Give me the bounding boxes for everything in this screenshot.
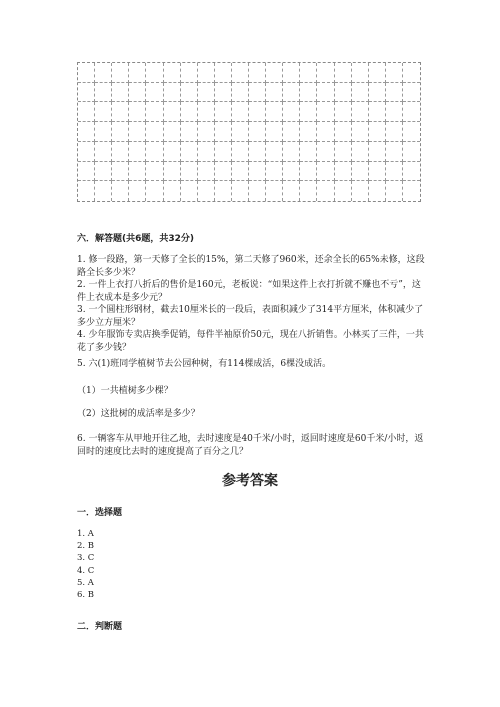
grid-cell: [129, 122, 146, 142]
grid-cell: [300, 181, 317, 201]
grid-cell: [283, 181, 300, 201]
grid-cell: [352, 181, 369, 201]
grid-cell: [164, 63, 181, 83]
grid-cell: [335, 122, 352, 142]
grid-cell: [266, 142, 283, 162]
grid-cell: [369, 162, 386, 182]
grid-cell: [78, 102, 95, 122]
grid-cell: [215, 122, 232, 142]
grid-cell: [403, 181, 420, 201]
grid-cell: [146, 83, 163, 103]
grid-cell: [146, 102, 163, 122]
grid-cell: [335, 102, 352, 122]
grid-cell: [300, 102, 317, 122]
grid-cell: [198, 122, 215, 142]
grid-cell: [129, 63, 146, 83]
grid-cell: [352, 63, 369, 83]
grid-cell: [403, 102, 420, 122]
grid-cell: [146, 142, 163, 162]
grid-cell: [249, 102, 266, 122]
section-2-answers-title: 二．判断题: [77, 622, 123, 632]
grid-cell: [317, 122, 334, 142]
grid-cell: [78, 181, 95, 201]
grid-cell: [112, 162, 129, 182]
grid-cell: [249, 83, 266, 103]
section-1-answers-title: 一．选择题: [77, 508, 123, 518]
grid-cell: [386, 83, 403, 103]
choice-answer-list: [77, 528, 94, 601]
grid-cell: [112, 63, 129, 83]
grid-cell: [181, 181, 198, 201]
grid-cell: [95, 181, 112, 201]
grid-cell: [317, 181, 334, 201]
grid-cell: [95, 63, 112, 83]
grid-cell: [146, 63, 163, 83]
grid-cell: [335, 142, 352, 162]
answer-key-title: 参考答案: [222, 473, 278, 489]
grid-cell: [266, 102, 283, 122]
grid-cell: [369, 181, 386, 201]
grid-cell: [215, 63, 232, 83]
grid-cell: [386, 162, 403, 182]
grid-cell: [95, 142, 112, 162]
grid-cell: [317, 63, 334, 83]
grid-cell: [335, 63, 352, 83]
grid-cell: [386, 122, 403, 142]
grid-cell: [283, 63, 300, 83]
grid-cell: [215, 102, 232, 122]
answer-item: 3. C: [77, 553, 95, 564]
grid-cell: [129, 142, 146, 162]
grid-cell: [352, 102, 369, 122]
grid-cell: [129, 162, 146, 182]
answer-item: 1. A: [77, 529, 94, 539]
grid-cell: [232, 63, 249, 83]
grid-cell: [352, 142, 369, 162]
question-4: 4. 少年服饰专卖店换季促销，每件半袖原价50元，现在八折销售。小林买了三件，一共花了多少钱？: [77, 330, 424, 353]
grid-cell: [198, 181, 215, 201]
answer-writing-grid: [77, 62, 421, 202]
question-2: 2. 一件上衣打八折后的售价是160元，老板说：“如果这件上衣打折就不赚也不亏”，这件上衣成本是多少元？: [77, 280, 421, 303]
grid-cell: [95, 83, 112, 103]
grid-cell: [369, 83, 386, 103]
grid-cell: [215, 162, 232, 182]
grid-cell: [300, 142, 317, 162]
grid-cell: [232, 181, 249, 201]
grid-cell: [352, 162, 369, 182]
grid-cell: [335, 181, 352, 201]
grid-cell: [266, 83, 283, 103]
grid-cell: [352, 122, 369, 142]
question-6: 6. 一辆客车从甲地开往乙地，去时速度是40千米/小时，返回时速度是60千米/小时，返回时的速度比去时的速度提高了百分之几？: [77, 434, 424, 457]
grid-cell: [283, 83, 300, 103]
grid-cell: [249, 63, 266, 83]
grid-cell: [300, 63, 317, 83]
grid-cell: [129, 83, 146, 103]
grid-cell: [215, 181, 232, 201]
grid-cell: [249, 142, 266, 162]
grid-cell: [317, 102, 334, 122]
grid-cell: [352, 83, 369, 103]
grid-cell: [317, 83, 334, 103]
grid-cell: [403, 162, 420, 182]
grid-cell: [283, 162, 300, 182]
grid-cell: [266, 181, 283, 201]
grid-cell: [164, 142, 181, 162]
grid-cell: [369, 142, 386, 162]
grid-cell: [249, 122, 266, 142]
grid-cell: [403, 122, 420, 142]
question-5-part-1: （1）一共植树多少棵？: [77, 386, 173, 396]
grid-cell: [164, 162, 181, 182]
grid-cell: [146, 181, 163, 201]
grid-cell: [95, 122, 112, 142]
grid-cell: [386, 102, 403, 122]
grid-cell: [266, 122, 283, 142]
grid-cell: [78, 162, 95, 182]
grid-cell: [386, 63, 403, 83]
grid-cell: [198, 142, 215, 162]
grid-cell: [386, 142, 403, 162]
question-5-part-2: （2）这批树的成活率是多少？: [77, 409, 200, 419]
grid-cell: [181, 162, 198, 182]
grid-cell: [164, 122, 181, 142]
grid-cell: [369, 63, 386, 83]
grid-cell: [232, 83, 249, 103]
grid-cell: [403, 142, 420, 162]
grid-cell: [215, 83, 232, 103]
answer-item: 5. A: [77, 577, 94, 588]
grid-cell: [283, 142, 300, 162]
grid-cell: [146, 162, 163, 182]
grid-cell: [283, 102, 300, 122]
grid-cell: [335, 83, 352, 103]
grid-cell: [181, 142, 198, 162]
question-1: 1. 修一段路，第一天修了全长的15%，第二天修了960米，还余全长的65%未修，这段路全长多少米？: [77, 255, 425, 278]
grid-cell: [198, 162, 215, 182]
question-3: 3. 一个圆柱形钢材，截去10厘米长的一段后，表面积减少了314平方厘米，体积减少了多少立方厘米？: [77, 305, 424, 328]
answer-item: 6. B: [77, 590, 95, 601]
grid-cell: [232, 102, 249, 122]
grid-cell: [164, 181, 181, 201]
grid-cell: [215, 142, 232, 162]
grid-cell: [198, 102, 215, 122]
grid-cell: [300, 83, 317, 103]
grid-cell: [266, 162, 283, 182]
answer-item: 2. B: [77, 541, 95, 552]
grid-cell: [181, 63, 198, 83]
grid-cell: [335, 162, 352, 182]
grid-cell: [403, 63, 420, 83]
question-5: 5. 六(1)班同学植树节去公园种树，有114棵成活，6棵没成活。: [77, 359, 332, 369]
grid-cell: [300, 122, 317, 142]
grid-cell: [164, 102, 181, 122]
grid-cell: [369, 102, 386, 122]
grid-cell: [181, 102, 198, 122]
grid-cell: [112, 122, 129, 142]
grid-cell: [112, 142, 129, 162]
grid-cell: [300, 162, 317, 182]
grid-cell: [181, 122, 198, 142]
grid-cell: [317, 142, 334, 162]
grid-cell: [95, 102, 112, 122]
grid-cell: [232, 142, 249, 162]
grid-cell: [249, 162, 266, 182]
grid-cell: [129, 102, 146, 122]
grid-cell: [129, 181, 146, 201]
grid-cell: [266, 63, 283, 83]
grid-cell: [112, 83, 129, 103]
grid-cell: [403, 83, 420, 103]
grid-cell: [232, 162, 249, 182]
grid-cell: [249, 181, 266, 201]
grid-cell: [198, 63, 215, 83]
grid-cell: [386, 181, 403, 201]
grid-cell: [78, 63, 95, 83]
grid-cell: [112, 181, 129, 201]
grid-cell: [95, 162, 112, 182]
grid-cell: [369, 122, 386, 142]
grid-cell: [78, 83, 95, 103]
grid-cell: [164, 83, 181, 103]
section-6-title: 六．解答题(共6题，共32分): [77, 234, 195, 244]
grid-cell: [317, 162, 334, 182]
grid-cell: [232, 122, 249, 142]
grid-cell: [283, 122, 300, 142]
grid-cell: [78, 142, 95, 162]
grid-cell: [198, 83, 215, 103]
grid-cell: [112, 102, 129, 122]
grid-cell: [146, 122, 163, 142]
answer-item: 4. C: [77, 565, 95, 576]
grid-cell: [78, 122, 95, 142]
grid-cell: [181, 83, 198, 103]
